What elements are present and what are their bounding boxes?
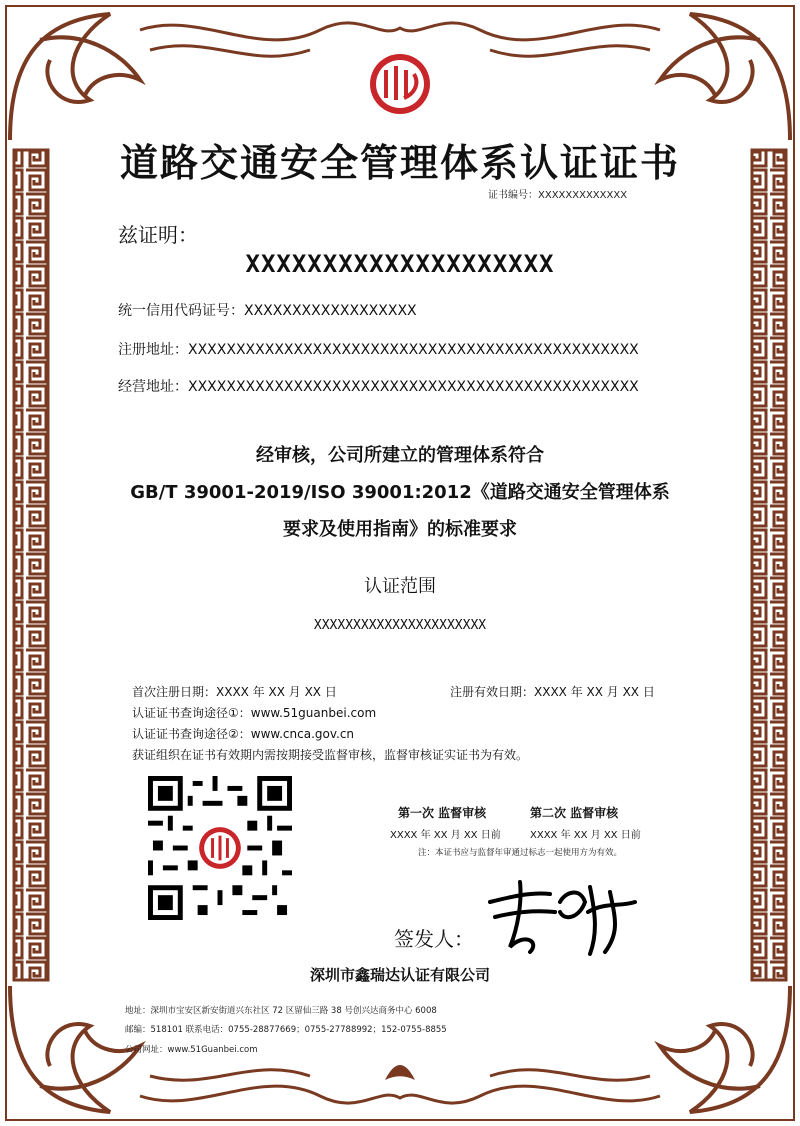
supervision-usage-note: 注：本证书应与监督年审通过标志一起使用方为有效。 xyxy=(418,848,623,858)
proves-label: 兹证明： xyxy=(118,223,198,247)
scope-title: 认证范围 xyxy=(364,576,436,597)
issuer-name: 深圳市鑫瑞达认证有限公司 xyxy=(309,966,490,984)
first-supervision-label: 第一次 监督审核 xyxy=(398,806,487,820)
signer-label: 签发人： xyxy=(394,927,474,951)
second-supervision-date: XXXX 年 XX 月 XX 日前 xyxy=(530,830,641,841)
second-supervision-label: 第二次 监督审核 xyxy=(530,806,619,820)
first-registration-date: 首次注册日期：XXXX 年 XX 月 XX 日 xyxy=(132,685,337,699)
business-address: 经营地址：XXXXXXXXXXXXXXXXXXXXXXXXXXXXXXXXXXXXXXXXXXXXXXX xyxy=(118,379,639,395)
footer-website: 公司网址：www.51Guanbei.com xyxy=(125,1045,258,1055)
first-supervision-date: XXXX 年 XX 月 XX 日前 xyxy=(390,830,501,841)
standard-line-3: 要求及使用指南》的标准要求 xyxy=(283,519,517,540)
supervision-note: 获证组织在证书有效期内需按期接受监督审核，监督审核证实证书为有效。 xyxy=(132,748,529,762)
footer-address: 地址：深圳市宝安区新安街道兴东社区 72 区留仙三路 38 号创兴达商务中心 6008 xyxy=(125,1006,437,1016)
query-route-1: 认证证书查询途径①：www.51guanbei.com xyxy=(132,706,377,720)
standard-statement xyxy=(100,437,700,548)
query-route-2: 认证证书查询途径②：www.cnca.gov.cn xyxy=(132,727,355,741)
registered-address: 注册地址：XXXXXXXXXXXXXXXXXXXXXXXXXXXXXXXXXXXXXXXXXXXXXXX xyxy=(118,342,639,358)
credit-code: 统一信用代码证号：XXXXXXXXXXXXXXXXXX xyxy=(118,303,417,319)
standard-line-1: 经审核，公司所建立的管理体系符合 xyxy=(256,445,544,466)
seal-logo-icon xyxy=(370,54,430,114)
qr-code xyxy=(148,776,292,920)
valid-until-date: 注册有效日期：XXXX 年 XX 月 XX 日 xyxy=(450,685,655,699)
standard-line-2: GB/T 39001-2019/ISO 39001:2012《道路交通安全管理体系 xyxy=(130,482,670,503)
signature xyxy=(470,872,650,962)
certificate-number: 证书编号：XXXXXXXXXXXXX xyxy=(488,190,628,201)
company-name: XXXXXXXXXXXXXXXXXXXX xyxy=(245,250,555,278)
certificate-title: 道路交通安全管理体系认证证书 xyxy=(119,140,680,185)
footer-contact: 邮编：518101 联系电话：0755-28877669；0755-27788992；152-0755-8855 xyxy=(125,1025,447,1035)
scope-value: XXXXXXXXXXXXXXXXXXXXXX xyxy=(313,618,487,633)
